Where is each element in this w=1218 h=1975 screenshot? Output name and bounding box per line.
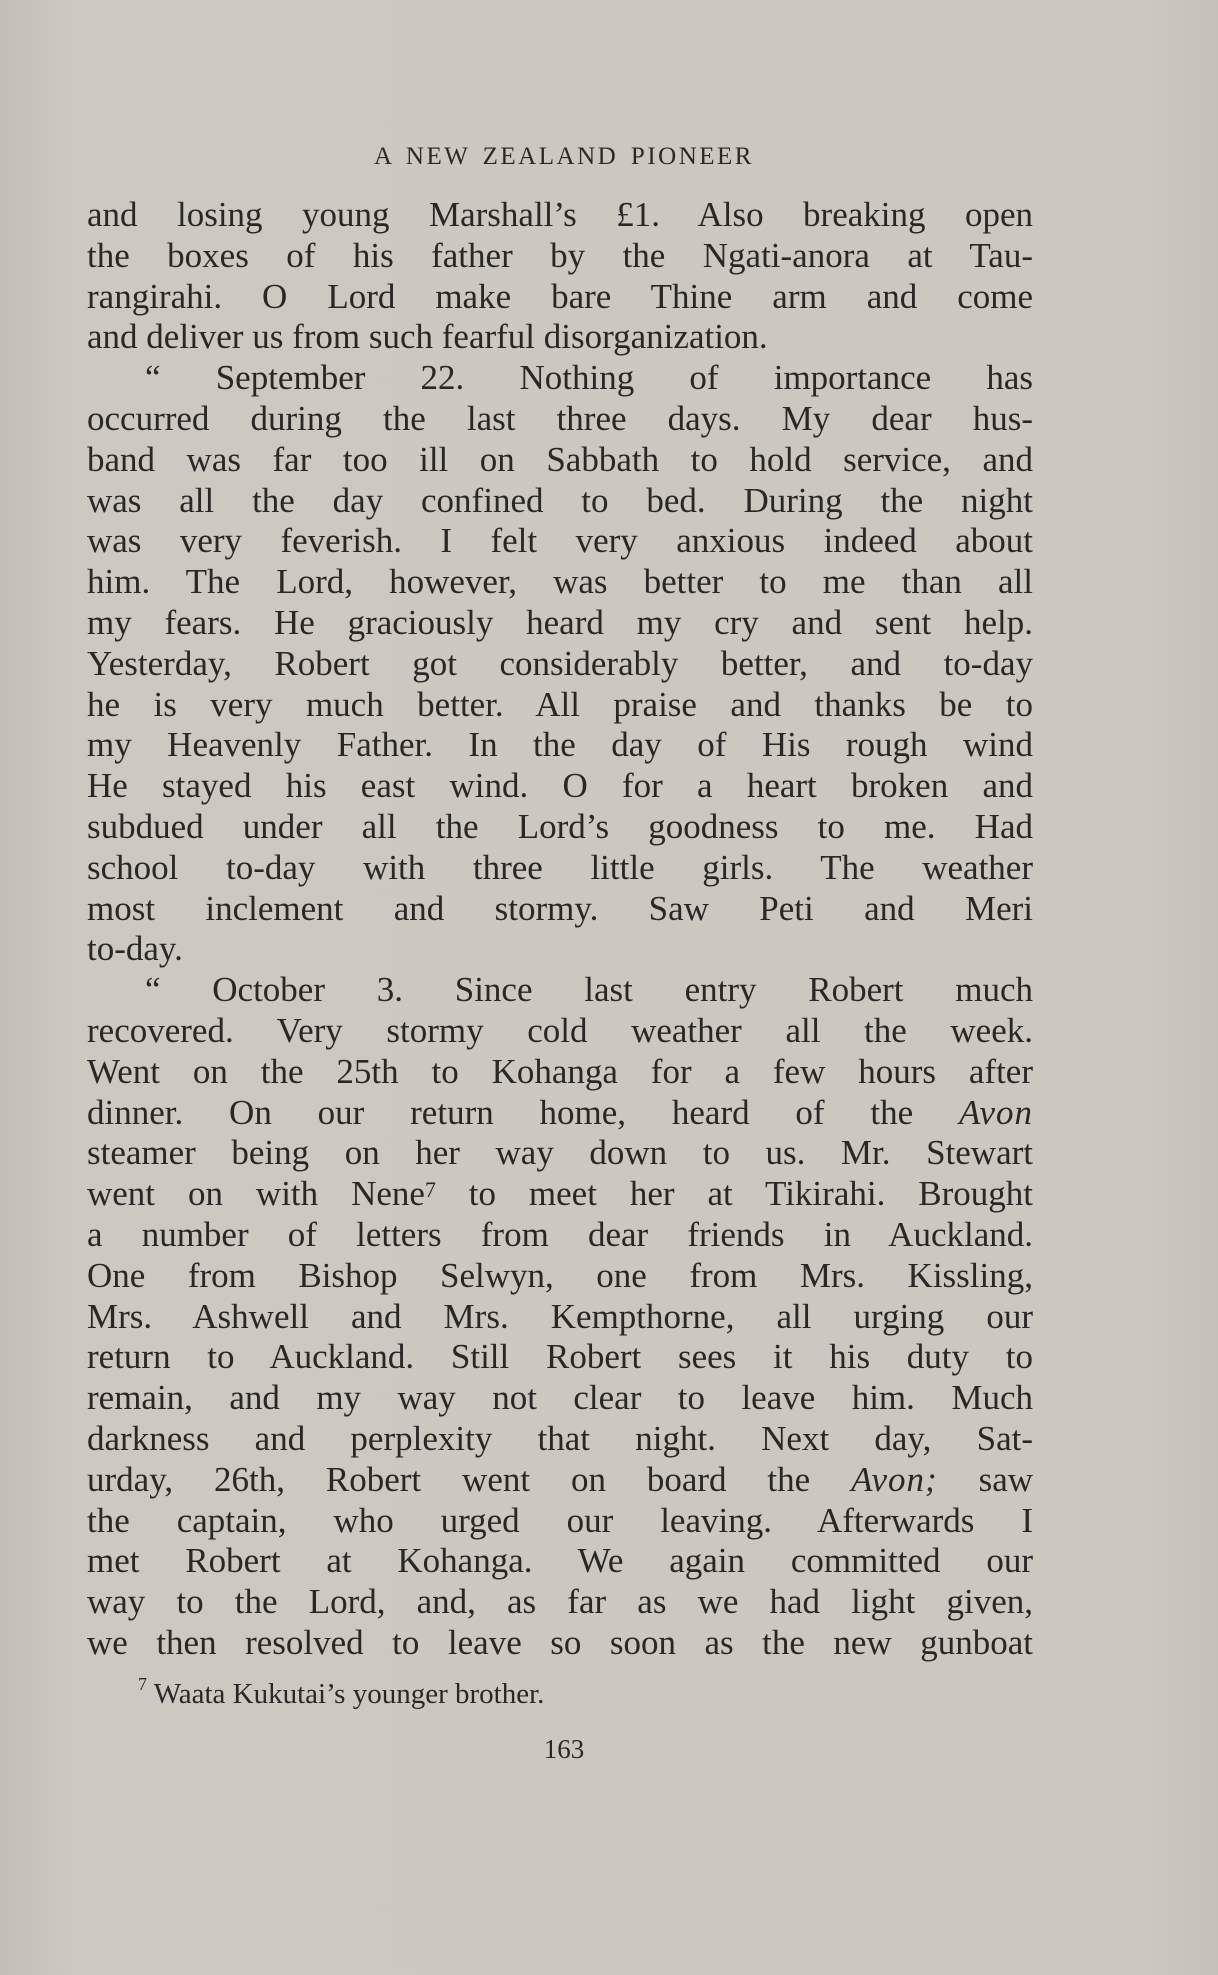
body-text bbox=[87, 195, 1033, 1664]
text-line-with-italic bbox=[87, 1460, 1033, 1501]
text-line: we then resolved to leave so soon as the new gunboat bbox=[87, 1622, 1033, 1662]
text-line: the boxes of his father by the Ngati-anora at Tau- bbox=[87, 235, 1033, 275]
footnote bbox=[138, 1674, 545, 1711]
text-line: met Robert at Kohanga. We again committed our bbox=[87, 1541, 1033, 1581]
text-line: him. The Lord, however, was better to me than all bbox=[87, 562, 1033, 602]
text-line: a number of letters from dear friends in Auckland. bbox=[87, 1214, 1033, 1254]
text-line: remain, and my way not clear to leave him. Much bbox=[87, 1378, 1033, 1418]
text-fragment: urday, 26th, Robert went on board the bbox=[87, 1459, 811, 1499]
text-line: One from Bishop Selwyn, one from Mrs. Kissling, bbox=[87, 1255, 1033, 1295]
text-line: recovered. Very stormy cold weather all the week. bbox=[87, 1010, 1033, 1050]
text-fragment: to meet her at Tikirahi. Brought bbox=[435, 1174, 1033, 1214]
text-line: steamer being on her way down to us. Mr. Stewart bbox=[87, 1133, 1033, 1173]
ship-name-italic: Avon bbox=[959, 1092, 1033, 1132]
footnote-mark: 7 bbox=[138, 1674, 147, 1694]
text-line: return to Auckland. Still Robert sees it his duty to bbox=[87, 1337, 1033, 1377]
text-line: he is very much better. All praise and thanks be to bbox=[87, 684, 1033, 724]
text-line: He stayed his east wind. O for a heart broken and bbox=[87, 766, 1033, 806]
text-line: band was far too ill on Sabbath to hold service, and bbox=[87, 439, 1033, 479]
text-fragment: dinner. On our return home, heard of the bbox=[87, 1092, 914, 1132]
text-line: school to-day with three little girls. The weather bbox=[87, 847, 1033, 887]
ship-name-italic: Avon; bbox=[851, 1459, 938, 1499]
text-line: rangirahi. O Lord make bare Thine arm and come bbox=[87, 276, 1033, 316]
text-line: and deliver us from such fearful disorganization. bbox=[87, 317, 768, 357]
running-head: A NEW ZEALAND PIONEER bbox=[374, 143, 754, 170]
text-line-with-italic bbox=[87, 1093, 1033, 1134]
footnote-reference: 7 bbox=[424, 1178, 436, 1203]
text-line: darkness and perplexity that night. Next day, Sat- bbox=[87, 1418, 1033, 1458]
text-line: Went on the 25th to Kohanga for a few hours after bbox=[87, 1051, 1033, 1091]
text-line: occurred during the last three days. My dear hus- bbox=[87, 398, 1033, 438]
text-line: Mrs. Ashwell and Mrs. Kempthorne, all urging our bbox=[87, 1296, 1033, 1336]
text-line: way to the Lord, and, as far as we had light given, bbox=[87, 1582, 1033, 1622]
text-line: my fears. He graciously heard my cry and sent help. bbox=[87, 602, 1033, 642]
text-line: my Heavenly Father. In the day of His rough wind bbox=[87, 725, 1033, 765]
text-line: and losing young Marshall’s £1. Also breaking open bbox=[87, 195, 1033, 234]
page-number: 163 bbox=[543, 1734, 585, 1764]
text-line-entry-start: “ October 3. Since last entry Robert much bbox=[145, 970, 1033, 1010]
text-line: subdued under all the Lord’s goodness to me. Had bbox=[87, 806, 1033, 846]
text-line: was all the day confined to bed. During the night bbox=[87, 480, 1033, 520]
text-line-with-note bbox=[87, 1174, 1033, 1215]
text-line-entry-start: “ September 22. Nothing of importance has bbox=[145, 358, 1033, 398]
text-line: Yesterday, Robert got considerably better, and to-day bbox=[87, 643, 1033, 683]
text-line: the captain, who urged our leaving. Afterwards I bbox=[87, 1500, 1033, 1540]
footnote-text: Waata Kukutai’s younger brother. bbox=[146, 1678, 545, 1710]
text-line: most inclement and stormy. Saw Peti and Meri bbox=[87, 888, 1033, 928]
text-line: to-day. bbox=[87, 929, 183, 969]
text-fragment: saw bbox=[937, 1459, 1034, 1499]
text-fragment: went on with Nene bbox=[87, 1174, 425, 1214]
text-line: was very feverish. I felt very anxious indeed about bbox=[87, 521, 1033, 561]
